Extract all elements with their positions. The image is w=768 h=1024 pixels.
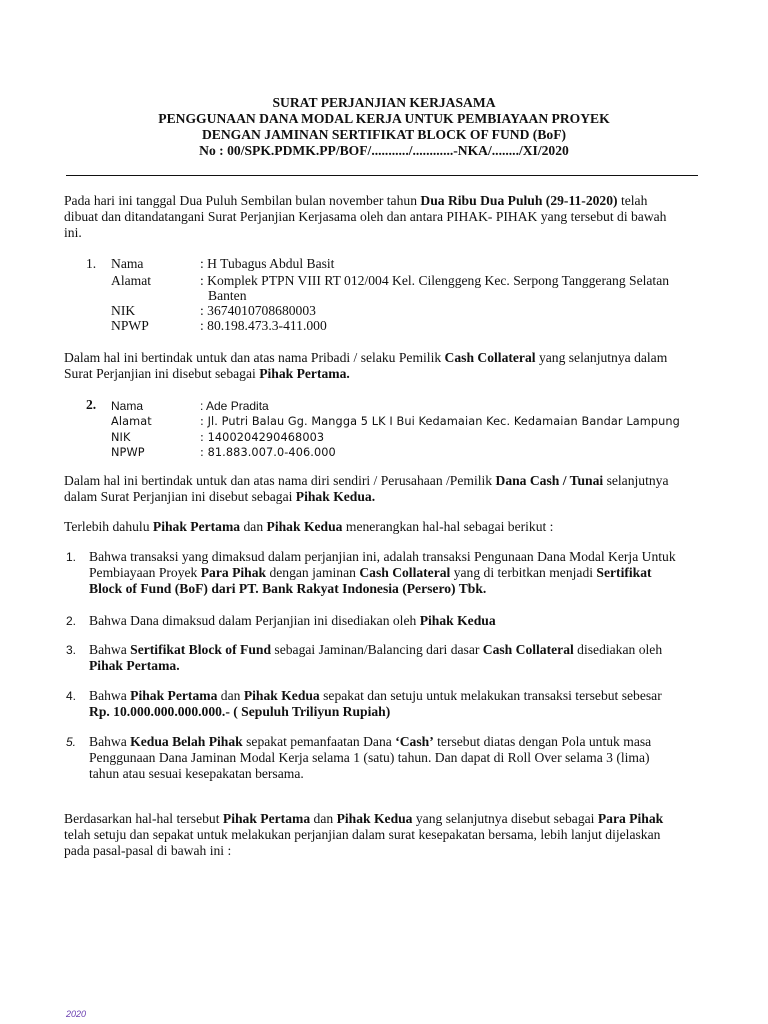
- party-2-nik: : 1400204290468003: [200, 431, 325, 444]
- field-label: Nama: [111, 256, 144, 271]
- party-1-address: : Komplek PTPN VIII RT 012/004 Kel. Cilenggeng Kec. Serpong Tanggerang Selatan: [200, 273, 670, 288]
- party-2-name: : Ade Pradita: [200, 399, 269, 413]
- closing-bold: Pihak Kedua: [336, 811, 413, 826]
- list-text: tersebut diatas dengan Pola untuk masa: [433, 734, 652, 749]
- closing-bold: Pihak Pertama: [222, 811, 311, 826]
- list-bold: Kedua Belah Pihak: [130, 734, 243, 749]
- list-bold: Cash Collateral: [359, 565, 451, 580]
- page-footer-year: 2020: [66, 1009, 87, 1019]
- field-label: Alamat: [111, 273, 152, 288]
- list-bold: Block of Fund (BoF) dari PT. Bank Rakyat Indonesia (Persero) Tbk.: [89, 581, 487, 596]
- party-1-nik: : 3674010708680003: [200, 303, 316, 318]
- document-number: No : 00/SPK.PDMK.PP/BOF/.........../............-NKA/......../XI/2020: [199, 143, 569, 158]
- party-number: 1.: [86, 256, 97, 271]
- list-text: dengan jaminan: [266, 565, 360, 580]
- list-text: Bahwa transaksi yang dimaksud dalam perjanjian ini, adalah transaksi Pengunaan Dana Modal Kerja Untuk: [89, 549, 676, 564]
- closing-text: Berdasarkan hal-hal tersebut: [64, 811, 223, 826]
- desc-bold: Pihak Kedua.: [295, 489, 376, 504]
- list-bold: ‘Cash’: [395, 734, 434, 749]
- list-bold: Pihak Kedua: [243, 688, 320, 703]
- list-text: sepakat dan setuju untuk melakukan transaksi tersebut sebesar: [319, 688, 662, 703]
- list-text: yang di terbitkan menjadi: [450, 565, 597, 580]
- desc-text: selanjutnya: [603, 473, 669, 488]
- party-2-address: : Jl. Putri Balau Gg. Mangga 5 LK I Bui Kedamaian Kec. Kedamaian Bandar Lampung: [200, 415, 680, 428]
- preface-bold: Pihak Pertama: [152, 519, 241, 534]
- desc-text: dalam Surat Perjanjian ini disebut sebagai: [64, 489, 296, 504]
- party-1-name: : H Tubagus Abdul Basit: [200, 256, 335, 271]
- field-label: NIK: [111, 303, 136, 318]
- desc-text: Dalam hal ini bertindak untuk dan atas nama diri sendiri / Perusahaan /Pemilik: [64, 473, 496, 488]
- header-divider: [66, 175, 698, 176]
- intro-date: Dua Ribu Dua Puluh (29-11-2020): [420, 193, 618, 208]
- list-bold: Sertifikat Block of Fund: [130, 642, 272, 657]
- list-bold: Pihak Pertama.: [89, 658, 180, 673]
- list-text: tahun atau sesuai kesepakatan bersama.: [89, 766, 304, 781]
- list-text: sepakat pemanfaatan Dana: [242, 734, 396, 749]
- list-text: sebagai Jaminan/Balancing dari dasar: [271, 642, 483, 657]
- desc-bold: Cash Collateral: [444, 350, 536, 365]
- list-bold: Sertifikat: [596, 565, 652, 580]
- list-number: 4.: [66, 689, 77, 703]
- field-label: NPWP: [111, 446, 145, 459]
- desc-bold: Pihak Pertama.: [259, 366, 350, 381]
- preface-text: dan: [240, 519, 267, 534]
- list-number: 3.: [66, 643, 77, 657]
- list-text: Bahwa: [89, 688, 131, 703]
- preface-text: menerangkan hal-hal sebagai berikut :: [342, 519, 554, 534]
- document-title-block: [0, 95, 768, 159]
- list-number: 5.: [66, 735, 77, 749]
- list-text: Bahwa: [89, 642, 131, 657]
- intro-text: dibuat dan ditandatangani Surat Perjanjian Kerjasama oleh dan antara PIHAK- PIHAK yang tersebut di bawah: [64, 209, 667, 224]
- desc-text: Dalam hal ini bertindak untuk dan atas nama Pribadi / selaku Pemilik: [64, 350, 445, 365]
- list-bold: Para Pihak: [200, 565, 267, 580]
- closing-text: yang selanjutnya disebut sebagai: [412, 811, 598, 826]
- intro-text: telah: [617, 193, 648, 208]
- party-1-address: Banten: [208, 288, 247, 303]
- list-text: Bahwa: [89, 734, 131, 749]
- desc-text: Surat Perjanjian ini disebut sebagai: [64, 366, 260, 381]
- desc-bold: Dana Cash / Tunai: [495, 473, 604, 488]
- total-amount: Rp. 10.000.000.000.000.- ( Sepuluh Triliyun Rupiah): [89, 704, 391, 719]
- closing-text: dan: [310, 811, 337, 826]
- title-line-3: DENGAN JAMINAN SERTIFIKAT BLOCK OF FUND (BoF): [201, 127, 567, 142]
- list-bold: Pihak Pertama: [130, 688, 218, 703]
- party-2-npwp: : 81.883.007.0-406.000: [200, 446, 336, 459]
- field-label: Alamat: [111, 415, 152, 428]
- list-number: 1.: [66, 550, 77, 564]
- field-label: Nama: [111, 399, 144, 413]
- closing-bold: Para Pihak: [597, 811, 664, 826]
- list-text: Penggunaan Dana Jaminan Modal Kerja selama 1 (satu) tahun. Dan dapat di Roll Over selama 3 (lima): [89, 750, 650, 765]
- list-text: dan: [217, 688, 244, 703]
- list-number: 2.: [66, 614, 77, 628]
- list-bold: Pihak Kedua: [419, 613, 496, 628]
- party-1-npwp: : 80.198.473.3-411.000: [200, 318, 327, 333]
- list-bold: Cash Collateral: [482, 642, 574, 657]
- title-line-1: SURAT PERJANJIAN KERJASAMA: [272, 95, 496, 110]
- list-text: Bahwa Dana dimaksud dalam Perjanjian ini disediakan oleh: [89, 613, 420, 628]
- preface-bold: Pihak Kedua: [266, 519, 343, 534]
- party-number: 2.: [86, 397, 97, 412]
- field-label: NIK: [111, 431, 131, 444]
- desc-text: yang selanjutnya dalam: [535, 350, 668, 365]
- closing-text: pada pasal-pasal di bawah ini :: [64, 843, 232, 858]
- intro-text: ini.: [64, 225, 82, 240]
- intro-text: Pada hari ini tanggal Dua Puluh Sembilan bulan november tahun: [64, 193, 421, 208]
- preface-text: Terlebih dahulu: [64, 519, 153, 534]
- field-label: NPWP: [111, 318, 149, 333]
- closing-text: telah setuju dan sepakat untuk melakukan perjanjian dalam surat kesepakatan bersama, lebih lanjut dijelaskan: [64, 827, 661, 842]
- list-text: Pembiayaan Proyek: [89, 565, 201, 580]
- list-text: disediakan oleh: [573, 642, 663, 657]
- title-line-2: PENGGUNAAN DANA MODAL KERJA UNTUK PEMBIAYAAN PROYEK: [158, 111, 610, 126]
